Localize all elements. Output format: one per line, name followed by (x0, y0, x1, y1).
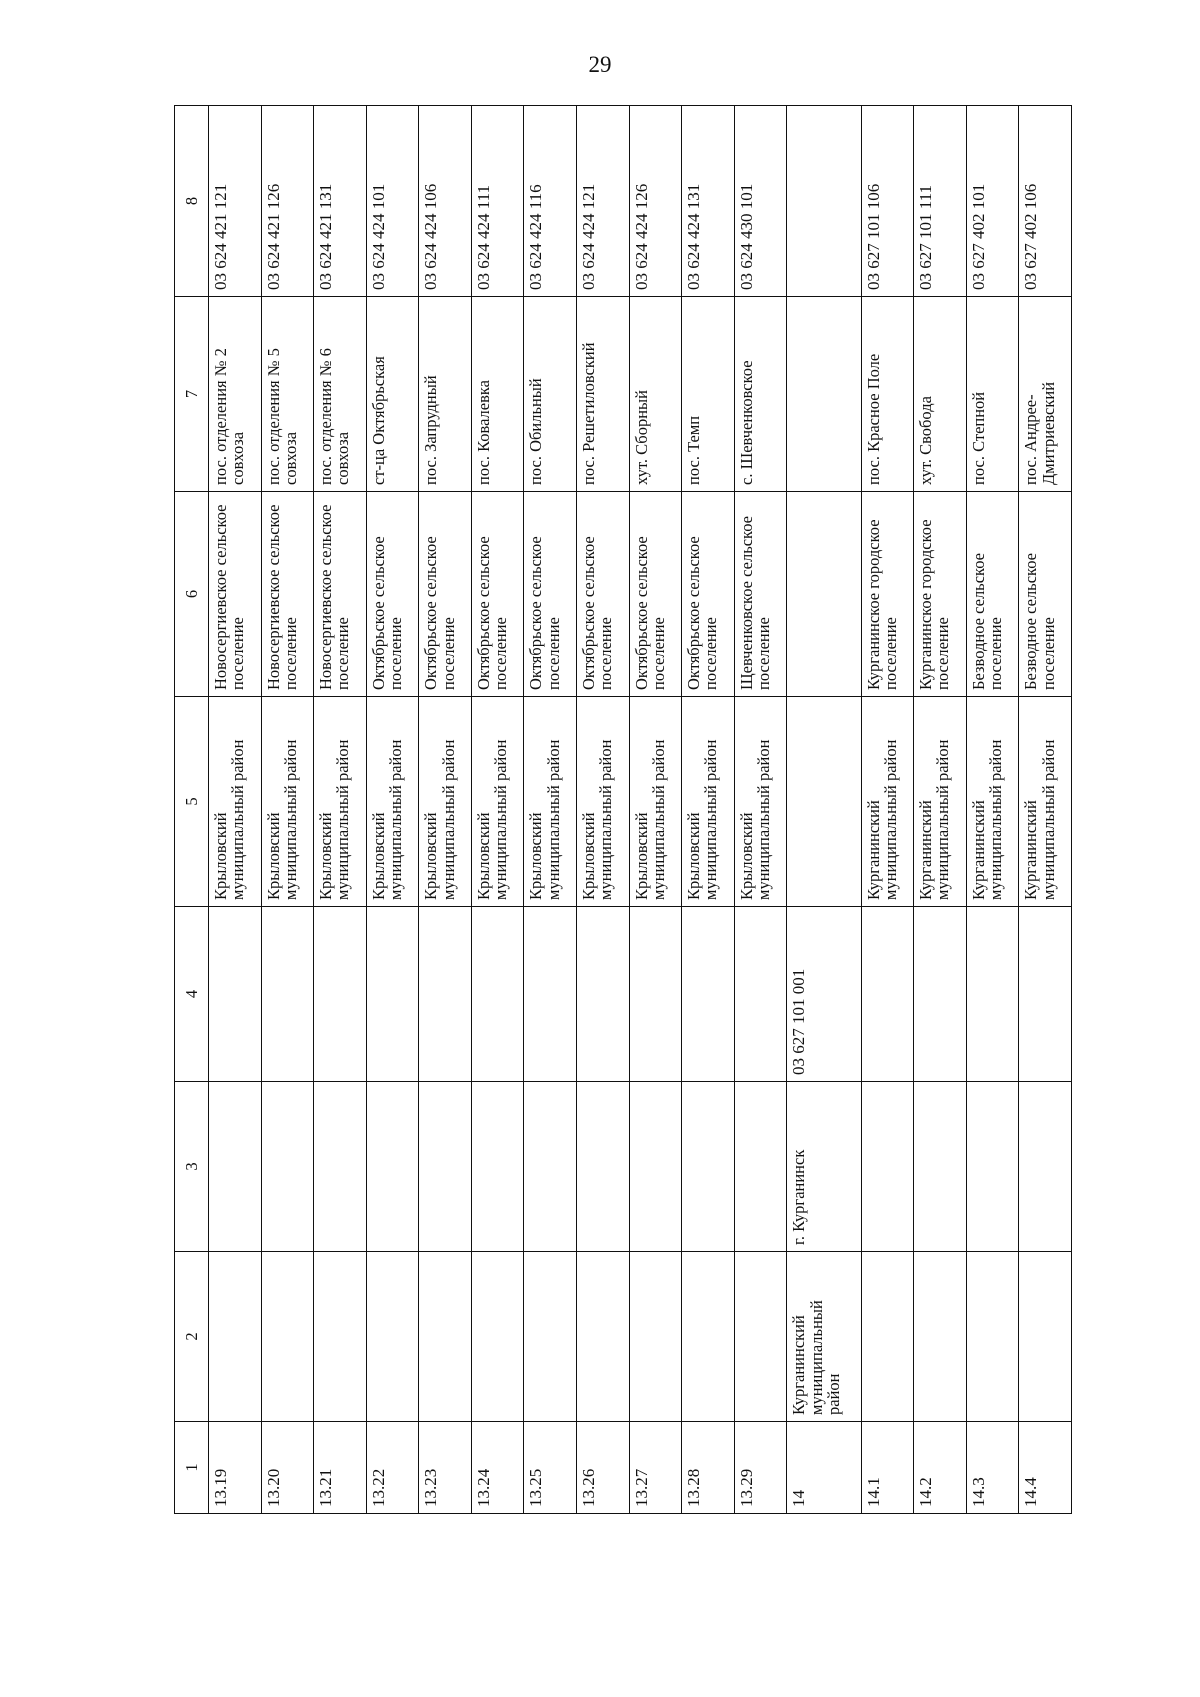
municipal-district: Курганинский муниципальный район (966, 697, 1019, 907)
center-oktmo-code (966, 907, 1019, 1082)
center-name (366, 1082, 419, 1252)
row-number: 14.4 (1019, 1422, 1072, 1514)
row-number: 13.24 (471, 1422, 524, 1514)
column-number: 6 (175, 492, 209, 697)
row-number: 13.28 (682, 1422, 735, 1514)
settlement: Октябрьское сельское поселение (682, 492, 735, 697)
center-name (314, 1082, 367, 1252)
center-name (1019, 1082, 1072, 1252)
oktmo-code: 03 624 430 101 (734, 106, 787, 297)
rotated-table-frame (174, 106, 1072, 1514)
oktmo-code: 03 624 424 116 (524, 106, 577, 297)
center-name (861, 1082, 914, 1252)
table-row (734, 106, 787, 1514)
table-row (629, 106, 682, 1514)
center-oktmo-code (261, 907, 314, 1082)
center-name (209, 1082, 262, 1252)
center-name (914, 1082, 967, 1252)
settlement: Октябрьское сельское поселение (524, 492, 577, 697)
oktmo-code: 03 624 424 106 (419, 106, 472, 297)
table-row (419, 106, 472, 1514)
locality-name (787, 297, 861, 492)
center-name: г. Курганинск (787, 1082, 861, 1252)
district-name (209, 1252, 262, 1422)
oktmo-code: 03 624 421 126 (261, 106, 314, 297)
locality-name: ст-ца Октябрьская (366, 297, 419, 492)
district-name (366, 1252, 419, 1422)
center-oktmo-code (366, 907, 419, 1082)
locality-name: пос. Темп (682, 297, 735, 492)
locality-name: пос. Запрудный (419, 297, 472, 492)
settlement: Курганинское городское поселение (914, 492, 967, 697)
locality-name: пос. Решетиловский (576, 297, 629, 492)
oktmo-code: 03 627 101 106 (861, 106, 914, 297)
settlement: Октябрьское сельское поселение (629, 492, 682, 697)
table-row (966, 106, 1019, 1514)
row-number: 13.20 (261, 1422, 314, 1514)
municipal-district: Крыловский муниципальный район (419, 697, 472, 907)
center-name (576, 1082, 629, 1252)
row-number: 13.29 (734, 1422, 787, 1514)
settlement (787, 492, 861, 697)
table-row (261, 106, 314, 1514)
center-oktmo-code (471, 907, 524, 1082)
center-name (629, 1082, 682, 1252)
center-oktmo-code (1019, 907, 1072, 1082)
settlement: Октябрьское сельское поселение (419, 492, 472, 697)
oktmo-code: 03 624 424 111 (471, 106, 524, 297)
center-name (682, 1082, 735, 1252)
oktmo-code: 03 624 424 101 (366, 106, 419, 297)
column-number: 2 (175, 1252, 209, 1422)
oktmo-code: 03 624 421 131 (314, 106, 367, 297)
row-number: 13.21 (314, 1422, 367, 1514)
locality-name: пос. Ковалевка (471, 297, 524, 492)
municipal-district: Крыловский муниципальный район (261, 697, 314, 907)
column-number: 3 (175, 1082, 209, 1252)
settlement: Курганинское городское поселение (861, 492, 914, 697)
municipal-district: Крыловский муниципальный район (209, 697, 262, 907)
center-name (261, 1082, 314, 1252)
municipal-district: Крыловский муниципальный район (629, 697, 682, 907)
center-oktmo-code (914, 907, 967, 1082)
oktmo-code: 03 624 424 121 (576, 106, 629, 297)
district-name: Курганинский муниципальный район (787, 1252, 861, 1422)
column-number: 8 (175, 106, 209, 297)
center-oktmo-code (734, 907, 787, 1082)
table-row (366, 106, 419, 1514)
table-row (314, 106, 367, 1514)
table-row (576, 106, 629, 1514)
district-name (629, 1252, 682, 1422)
municipal-district: Крыловский муниципальный район (734, 697, 787, 907)
municipal-district: Курганинский муниципальный район (1019, 697, 1072, 907)
rotated-table-container (174, 106, 1072, 1514)
settlement: Октябрьское сельское поселение (471, 492, 524, 697)
column-number-row (175, 106, 209, 1514)
table-row (524, 106, 577, 1514)
municipal-district: Крыловский муниципальный район (366, 697, 419, 907)
table-row (914, 106, 967, 1514)
settlement: Новосергиевское сельское поселение (314, 492, 367, 697)
settlement: Безводное сельское поселение (1019, 492, 1072, 697)
municipal-district: Курганинский муниципальный район (914, 697, 967, 907)
settlement: Безводное сельское поселение (966, 492, 1019, 697)
row-number: 14 (787, 1422, 861, 1514)
center-oktmo-code (629, 907, 682, 1082)
oktmo-code: 03 627 402 106 (1019, 106, 1072, 297)
district-name (914, 1252, 967, 1422)
settlement: Октябрьское сельское поселение (576, 492, 629, 697)
locality-name: с. Шевченковское (734, 297, 787, 492)
district-name (576, 1252, 629, 1422)
center-oktmo-code (861, 907, 914, 1082)
column-number: 5 (175, 697, 209, 907)
municipal-district: Крыловский муниципальный район (471, 697, 524, 907)
municipal-district: Курганинский муниципальный район (861, 697, 914, 907)
table-row (787, 106, 861, 1514)
district-name (861, 1252, 914, 1422)
district-name (419, 1252, 472, 1422)
row-number: 13.23 (419, 1422, 472, 1514)
oktmo-code (787, 106, 861, 297)
center-name (524, 1082, 577, 1252)
center-oktmo-code (576, 907, 629, 1082)
oktmo-code: 03 624 424 131 (682, 106, 735, 297)
municipal-district: Крыловский муниципальный район (576, 697, 629, 907)
locality-name: пос. отделения № 2 совхоза (209, 297, 262, 492)
column-number: 7 (175, 297, 209, 492)
row-number: 13.27 (629, 1422, 682, 1514)
center-oktmo-code (314, 907, 367, 1082)
table-body (209, 106, 1072, 1514)
page-number: 29 (588, 52, 612, 77)
center-name (471, 1082, 524, 1252)
oktmo-code: 03 624 424 126 (629, 106, 682, 297)
settlement: Новосергиевское сельское поселение (209, 492, 262, 697)
locality-name: пос. Степной (966, 297, 1019, 492)
row-number: 13.25 (524, 1422, 577, 1514)
district-name (261, 1252, 314, 1422)
row-number: 14.1 (861, 1422, 914, 1514)
table-row (209, 106, 262, 1514)
municipal-district: Крыловский муниципальный район (314, 697, 367, 907)
row-number: 14.3 (966, 1422, 1019, 1514)
settlement: Октябрьское сельское поселение (366, 492, 419, 697)
center-oktmo-code (524, 907, 577, 1082)
row-number: 13.22 (366, 1422, 419, 1514)
municipal-district (787, 697, 861, 907)
district-name (966, 1252, 1019, 1422)
oktmo-code: 03 627 402 101 (966, 106, 1019, 297)
locality-name: пос. отделения № 6 совхоза (314, 297, 367, 492)
table-row (682, 106, 735, 1514)
municipal-district: Крыловский муниципальный район (524, 697, 577, 907)
row-number: 14.2 (914, 1422, 967, 1514)
settlement: Щевченковское сельское поселение (734, 492, 787, 697)
settlement: Новосергиевское сельское поселение (261, 492, 314, 697)
locality-name: пос. Красное Поле (861, 297, 914, 492)
center-name (966, 1082, 1019, 1252)
locality-name: хут. Свобода (914, 297, 967, 492)
district-name (314, 1252, 367, 1422)
district-name (734, 1252, 787, 1422)
locality-name: пос. отделения № 5 совхоза (261, 297, 314, 492)
center-oktmo-code (682, 907, 735, 1082)
table-row (1019, 106, 1072, 1514)
locality-name: пос. Обильный (524, 297, 577, 492)
table-row (471, 106, 524, 1514)
table-row (861, 106, 914, 1514)
district-name (1019, 1252, 1072, 1422)
municipal-district: Крыловский муниципальный район (682, 697, 735, 907)
column-number: 1 (175, 1422, 209, 1514)
center-name (734, 1082, 787, 1252)
settlements-table (174, 105, 1072, 1514)
district-name (524, 1252, 577, 1422)
oktmo-code: 03 627 101 111 (914, 106, 967, 297)
row-number: 13.19 (209, 1422, 262, 1514)
center-oktmo-code: 03 627 101 001 (787, 907, 861, 1082)
row-number: 13.26 (576, 1422, 629, 1514)
locality-name: пос. Андрее-Дмитриевский (1019, 297, 1072, 492)
center-oktmo-code (209, 907, 262, 1082)
center-name (419, 1082, 472, 1252)
center-oktmo-code (419, 907, 472, 1082)
district-name (682, 1252, 735, 1422)
column-number: 4 (175, 907, 209, 1082)
oktmo-code: 03 624 421 121 (209, 106, 262, 297)
locality-name: хут. Сборный (629, 297, 682, 492)
district-name (471, 1252, 524, 1422)
